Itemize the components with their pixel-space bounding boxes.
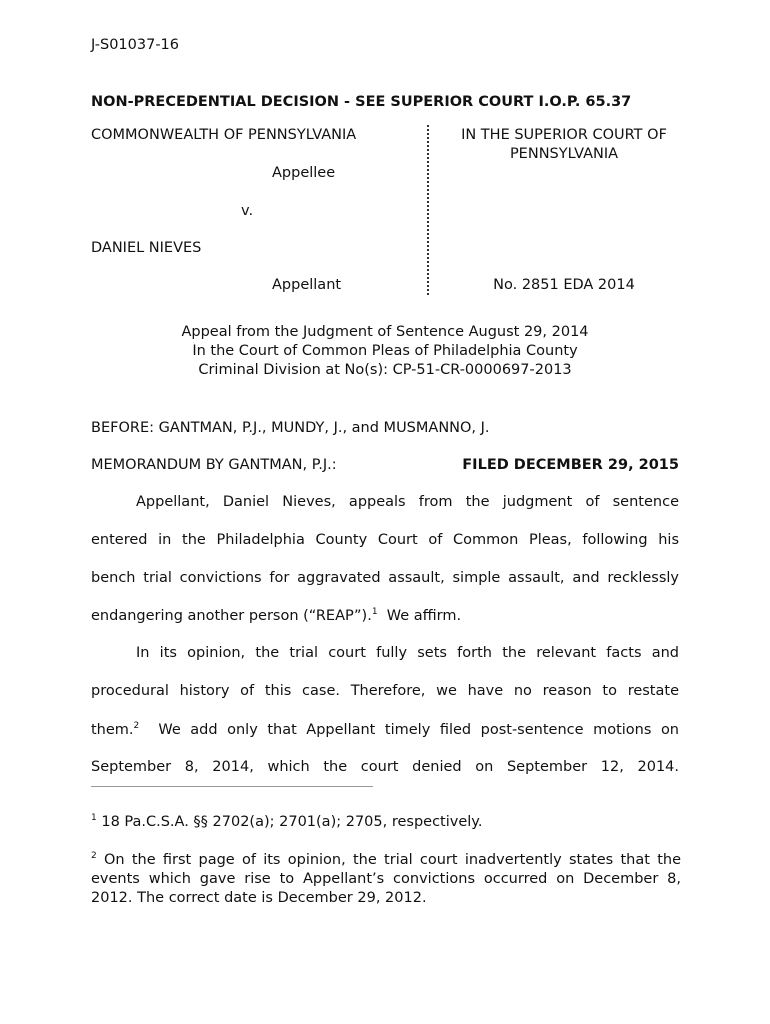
footnote-separator [91, 786, 373, 787]
docket-id: J-S01037-16 [91, 37, 180, 53]
body-line: procedural history of this case. Therefore, we have no reason to restate [91, 683, 679, 699]
body-line [91, 721, 679, 738]
appeal-line-3: Criminal Division at No(s): CP-51-CR-0000697-2013 [198, 362, 572, 378]
body-line: entered in the Philadelphia County Court of Common Pleas, following his [91, 532, 679, 548]
footnote-number: 2 [91, 851, 97, 861]
appellant-role: Appellant [272, 277, 342, 293]
body-text: We add only that Appellant timely filed post-sentence motions on [139, 722, 679, 738]
body-line: Appellant, Daniel Nieves, appeals from the judgment of sentence [136, 494, 679, 510]
appellant-name: DANIEL NIEVES [91, 240, 202, 256]
footnote-ref-1: 1 [371, 607, 378, 617]
appeal-line-1: Appeal from the Judgment of Sentence August 29, 2014 [181, 324, 589, 340]
court-name-line1: IN THE SUPERIOR COURT OF [461, 127, 667, 143]
body-text: them. [91, 722, 134, 738]
footnote-ref-2: 2 [133, 721, 140, 731]
appeal-line-2: In the Court of Common Pleas of Philadelphia County [192, 343, 578, 359]
body-line: September 8, 2014, which the court denied on September 12, 2014. [91, 759, 679, 775]
memorandum-author: MEMORANDUM BY GANTMAN, P.J.: [91, 457, 337, 473]
court-name-line2: PENNSYLVANIA [509, 146, 619, 162]
body-line: In its opinion, the trial court fully sets forth the relevant facts and [136, 645, 679, 661]
footnote-text: 18 Pa.C.S.A. §§ 2702(a); 2701(a); 2705, respectively. [96, 814, 483, 830]
footnote-text: On the first page of its opinion, the trial court inadvertently states that the events which gave rise to Appellant’s convictions occurred on December 8, 2012. The correct date is December 29, 2012. [91, 852, 681, 906]
case-number: No. 2851 EDA 2014 [493, 277, 635, 293]
footnote-number: 1 [91, 813, 97, 823]
footnote-1 [91, 809, 681, 832]
non-precedential-notice: NON-PRECEDENTIAL DECISION - SEE SUPERIOR COURT I.O.P. 65.37 [91, 94, 632, 110]
versus: v. [241, 203, 254, 219]
body-line: bench trial convictions for aggravated assault, simple assault, and recklessly [91, 570, 679, 586]
caption-divider [427, 125, 429, 295]
before-panel: BEFORE: GANTMAN, P.J., MUNDY, J., and MUSMANNO, J. [91, 420, 490, 436]
footnote-2 [91, 847, 681, 908]
appellee-role: Appellee [272, 165, 336, 181]
filed-date: FILED DECEMBER 29, 2015 [462, 457, 679, 473]
body-text: We affirm. [377, 608, 462, 624]
appellee-name: COMMONWEALTH OF PENNSYLVANIA [91, 127, 357, 143]
body-text: endangering another person (“REAP”). [91, 608, 372, 624]
body-line [91, 607, 679, 624]
